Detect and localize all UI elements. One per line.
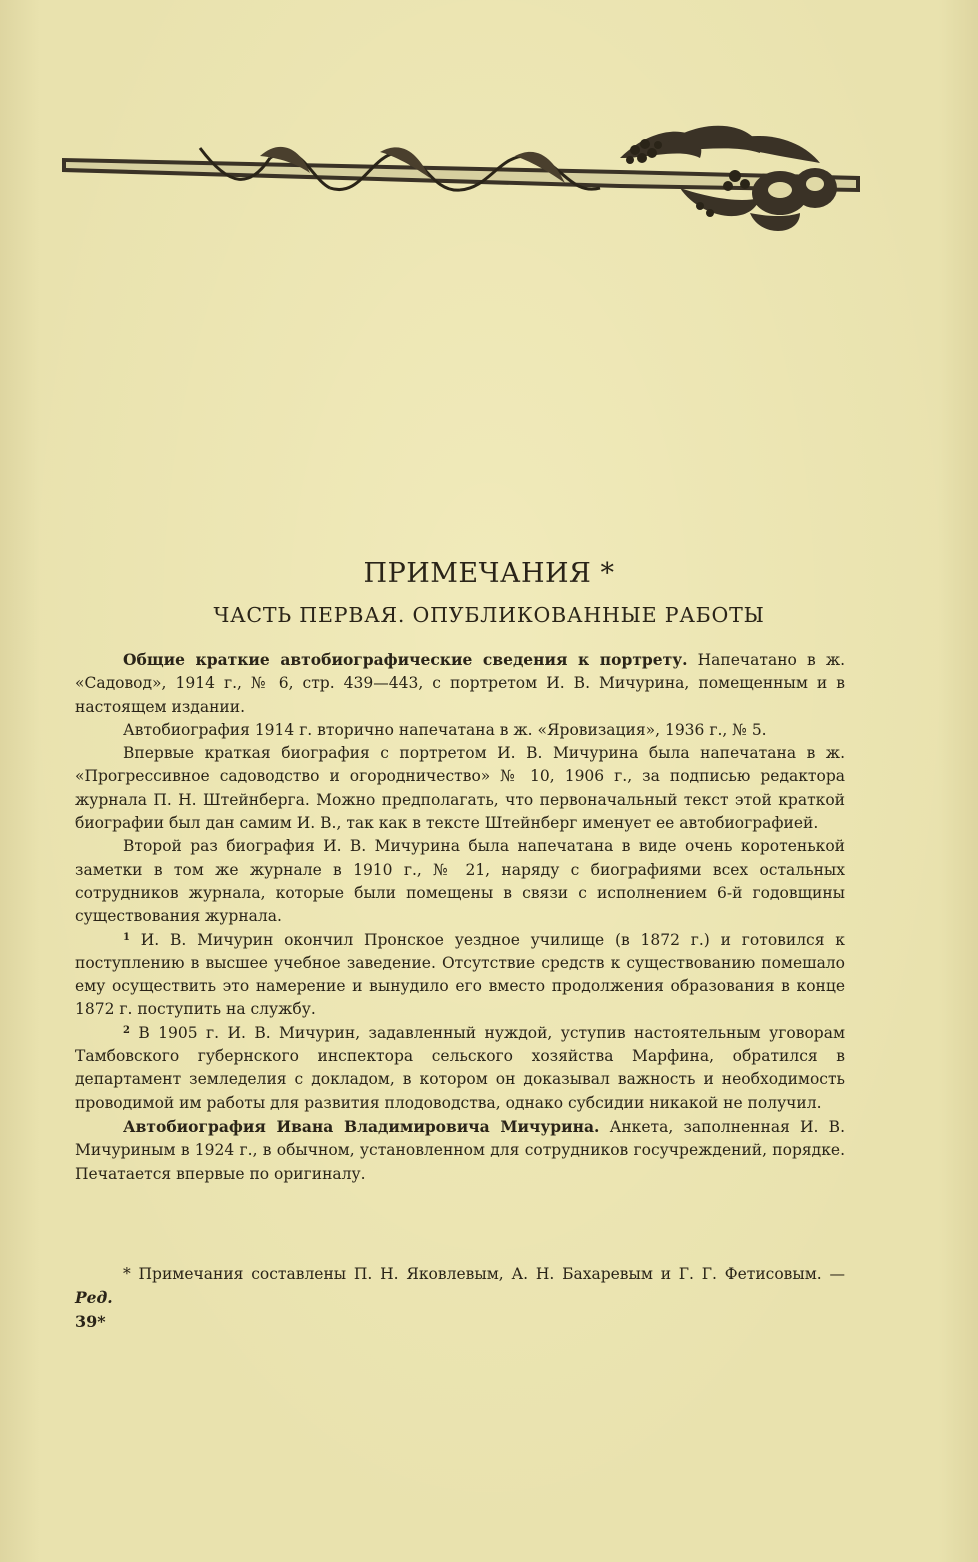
paragraph (75, 719, 845, 742)
footnote-paragraph (75, 1022, 845, 1115)
footnote-editor: Ред. (75, 1288, 113, 1308)
footnote-marker: 2 (123, 1024, 130, 1036)
notes-body (75, 648, 845, 1186)
paragraph-lead: Автобиография Ивана Владимировича Мичурина. (123, 1116, 600, 1136)
paragraph (75, 648, 845, 719)
section-subtitle: ЧАСТЬ ПЕРВАЯ. ОПУБЛИКОВАННЫЕ РАБОТЫ (213, 603, 765, 627)
editorial-footnote (75, 1263, 845, 1311)
footnote-marker: 1 (123, 931, 130, 943)
paragraph-text: Впервые краткая биография с портретом И. В. Мичурина была напечатана в ж. «Прогрессивное садоводство и огородничество» № 10, 1906 г., за подписью редактора журнала П. Н. Штейнберга. Можно предполагать, что первоначальный текст этой краткой биографии был дан самим И. В., так как в тексте Штейнберг именует ее автобиографией. (75, 744, 845, 833)
paragraph (75, 742, 845, 835)
footnote-text: * Примечания составлены П. Н. Яковлевым, А. Н. Бахаревым и Г. Г. Фетисовым. — (123, 1265, 845, 1283)
footnote-paragraph (75, 1263, 845, 1311)
paragraph-text: Второй раз биография И. В. Мичурина была напечатана в виде очень коротенькой заметки в том же журнале в 1910 г., № 21, наряду с биографиями всех остальных сотрудников журнала, которые были помещены в связи с исполнением 6-й годовщины существования журнала. (75, 837, 845, 926)
paragraph-lead: Общие краткие автобиографические сведения к портрету. (123, 650, 688, 669)
footnote-paragraph (75, 929, 845, 1022)
paragraph (75, 1115, 845, 1186)
paragraph-text: Анкета, заполненная И. В. Мичуриным в 1924 г., в обычном, установленном для сотрудников госучреждений, порядке. Печатается впервые по оригиналу. (75, 1117, 845, 1183)
decorative-vine-ornament (60, 118, 868, 238)
page-number: 39* (75, 1312, 106, 1331)
paragraph-text: И. В. Мичурин окончил Пронское уездное училище (в 1872 г.) и готовился к поступлению в высшее учебное заведение. Отсутствие средств к существованию помешало ему осуществить это намерение и вынудило его вместо продолжения образования в конце 1872 г. поступить на службу. (75, 930, 845, 1019)
page-title: ПРИМЕЧАНИЯ * (363, 558, 615, 589)
paragraph-text: В 1905 г. И. В. Мичурин, задавленный нуждой, уступив настоятельным уговорам Тамбовского губернского инспектора сельского хозяйства Марфина, обратился в департамент земледелия с докладом, в котором он доказывал важность и необходимость проводимой им работы для развития плодоводства, однако субсидии никакой не получил. (75, 1023, 845, 1112)
paragraph (75, 835, 845, 928)
paragraph-text: Автобиография 1914 г. вторично напечатана в ж. «Яровизация», 1936 г., № 5. (123, 720, 767, 739)
paragraph-text: Напечатано в ж. «Садовод», 1914 г., № 6, стр. 439—443, с портретом И. В. Мичурина, помещенным и в настоящем издании. (75, 651, 846, 716)
